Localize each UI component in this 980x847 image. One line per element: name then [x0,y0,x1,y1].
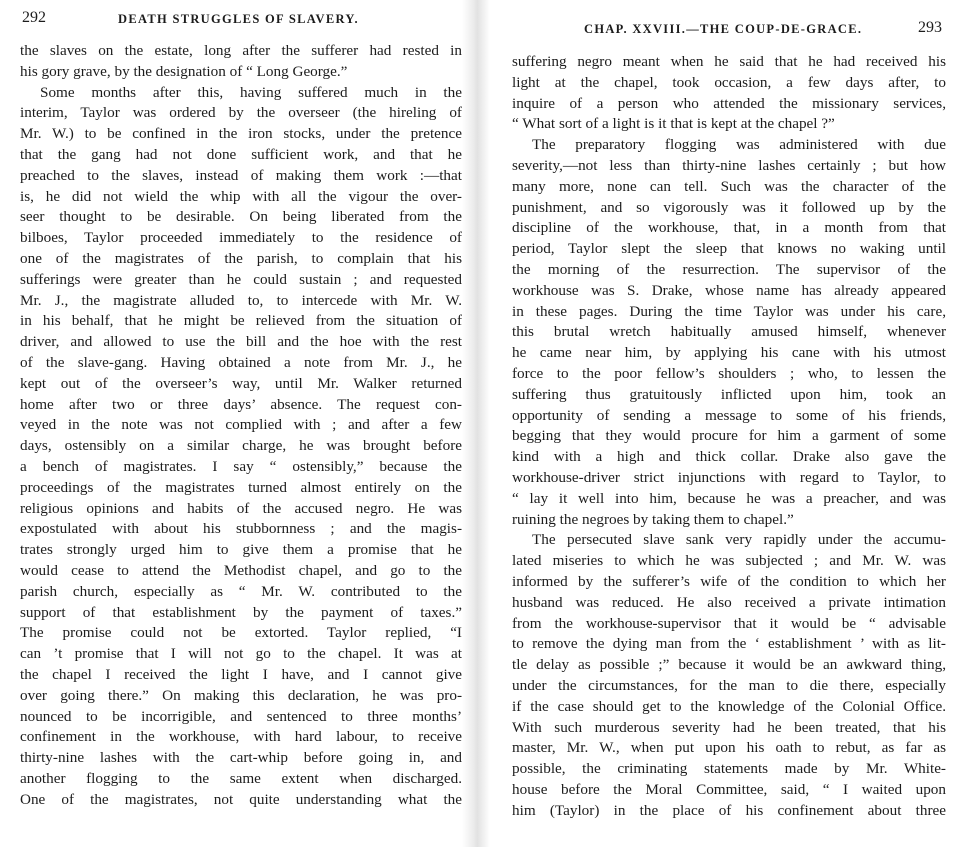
text-line: another flogging to the same extent when discharged. [20,769,462,787]
text-line: opportunity of sending a message to some of his friends, [512,406,946,424]
text-line: can ’t promise that I will not go to the chapel. It was at [20,645,462,663]
text-line: his gory grave, by the designation of “ Long George.” [20,62,348,80]
text-line: kind with a high and thick collar. Drake also gave the [512,448,946,466]
text-line: he came near him, by applying his cane with his utmost [512,344,946,362]
text-line: in his behalf, that he might be relieved from the situation of [20,312,462,330]
text-line: in these pages. During the time Taylor was under his care, [512,302,946,320]
text-line: this brutal wretch habitually amused himself, whenever [512,323,946,341]
text-line: The promise could not be extorted. Taylor replied, “I [20,624,462,642]
text-line: sufferings were greater than he could sustain ; and requested [20,270,462,288]
text-line: suffering negro meant when he said that he had received his [512,53,946,70]
right-running-title: CHAP. XXVIII.—THE COUP-DE-GRACE. [584,22,863,36]
text-line: parish church, especially as “ Mr. W. contributed to the [20,582,462,600]
text-line: trates strongly urged him to give them a promise that he [20,541,462,559]
text-line: him (Taylor) in the place of his confinement about three [512,801,946,819]
text-line: the morning of the resurrection. The supervisor of the [512,260,946,278]
text-line: discipline of the workhouse, that, in a month from that [512,219,946,237]
left-page-number: 292 [22,9,46,26]
text-line: workhouse-driver strict injunctions with regard to Taylor, to [512,468,946,486]
text-line: One of the magistrates, not quite understanding what the [20,790,462,808]
text-line: interim, Taylor was ordered by the overseer (the hireling of [20,104,462,122]
text-line: suffering thus gratuitously inflicted upon him, took an [512,385,946,403]
text-line: driver, and allowed to use the bill and the hoe with the rest [20,333,462,351]
text-line: The persecuted slave sank very rapidly under the accumu- [532,531,946,549]
text-line: “ What sort of a light is it that is kept at the chapel ?” [512,115,835,133]
text-line: that the gang had not done sufficient work, and that he [20,145,462,163]
text-line: home after two or three days’ absence. The request con- [20,395,462,413]
right-running-head [512,19,946,42]
right-page-number: 293 [918,19,942,36]
text-line: period, Taylor slept the sleep that knows no waking until [512,240,946,258]
text-line: the chapel I received the light I have, and I cannot give [20,665,462,683]
left-page [0,0,470,847]
left-running-title: DEATH STRUGGLES OF SLAVERY. [118,12,359,26]
text-line: veyed in the note was not complied with ; and after a few [20,416,462,434]
text-line: lated miseries to which he was subjected ; and Mr. W. was [512,552,946,570]
text-line: Mr. W.) to be confined in the iron stocks, under the pretence [20,125,462,143]
text-line: tle delay as possible ;” because it would be an awkward thing, [512,656,946,674]
text-line: The preparatory flogging was administered with due [532,136,946,154]
text-line: expostulated with about his stubbornness ; and the magis- [20,520,462,538]
text-line: possible, the criminating statements made by Mr. White- [512,760,946,778]
text-line: to remove the dying man from the ‘ establishment ’ with as lit- [512,635,946,653]
text-line: informed by the sufferer’s wife of the condition to which her [512,572,946,590]
text-line: over going there.” On making this declaration, he was pro- [20,686,462,704]
text-line: confinement in the workhouse, with hard labour, to receive [20,728,462,746]
text-line: house before the Moral Committee, said, “ I waited upon [512,780,946,798]
text-line: kept out of the overseer’s way, until Mr. Walker returned [20,374,462,392]
text-line: bilboes, Taylor proceeded immediately to the residence of [20,229,462,247]
text-line: nounced to be incorrigible, and sentenced to three months’ [20,707,462,725]
text-line: days, ostensibly on a similar charge, he was brought before [20,437,462,455]
text-line: husband was reduced. He also received a private intimation [512,593,946,611]
text-line: would cease to attend the Methodist chapel, and go to the [20,561,462,579]
text-line: With such murderous severity had he been treated, that his [512,718,946,736]
text-line: punishment, and so vigorously was it followed up by the [512,198,946,216]
text-line: inquire of a person who attended the missionary services, [512,94,946,112]
text-line: ruining the negroes by taking them to chapel.” [512,510,794,528]
text-line: if the case should get to the knowledge of the Colonial Office. [512,697,946,715]
text-line: of the slave-gang. Having obtained a note from Mr. J., he [20,353,462,371]
text-line: begging that they would procure for him a garment of some [512,427,946,445]
text-line: many more, none can tell. Such was the character of the [512,177,946,195]
text-line: workhouse was S. Drake, whose name has already appeared [512,281,946,299]
text-line: from the workhouse-supervisor that it would be “ advisable [512,614,946,632]
text-line: force to the poor fellow’s shoulders ; who, to lessen the [512,364,946,382]
text-line: preached to the slaves, instead of making them work :—that [20,166,462,184]
text-line: religious opinions and habits of the accused negro. He was [20,499,462,517]
right-body-text [512,52,946,821]
right-page [490,0,960,847]
text-line: a bench of magistrates. I say “ ostensibly,” because the [20,457,462,475]
text-line: master, Mr. W., when put upon his oath to rebut, as far as [512,739,946,757]
left-running-head [20,9,462,32]
text-line: one of the magistrates of the parish, to complain that his [20,249,462,267]
text-line: under the circumstances, for the man to die there, especially [512,676,946,694]
text-line: “ lay it well into him, because he was a preacher, and was [512,489,946,507]
text-line: Some months after this, having suffered much in the [40,83,462,101]
text-line: proceedings of the magistrates turned almost entirely on the [20,478,462,496]
text-line: support of that establishment by the payment of taxes.” [20,603,462,621]
text-line: thirty-nine lashes with the cart-whip before going in, and [20,749,462,767]
text-line: the slaves on the estate, long after the sufferer had rested in [20,42,462,59]
text-line: light at the chapel, took occasion, a few days after, to [512,73,946,91]
left-body-text [20,41,462,810]
text-line: is, he did not wield the whip with all the vigour the over- [20,187,462,205]
text-line: severity,—not less than thirty-nine lashes certainly ; but how [512,156,946,174]
text-line: seer thought to be desirable. On being liberated from the [20,208,462,226]
text-line: Mr. J., the magistrate alluded to, to intercede with Mr. W. [20,291,462,309]
